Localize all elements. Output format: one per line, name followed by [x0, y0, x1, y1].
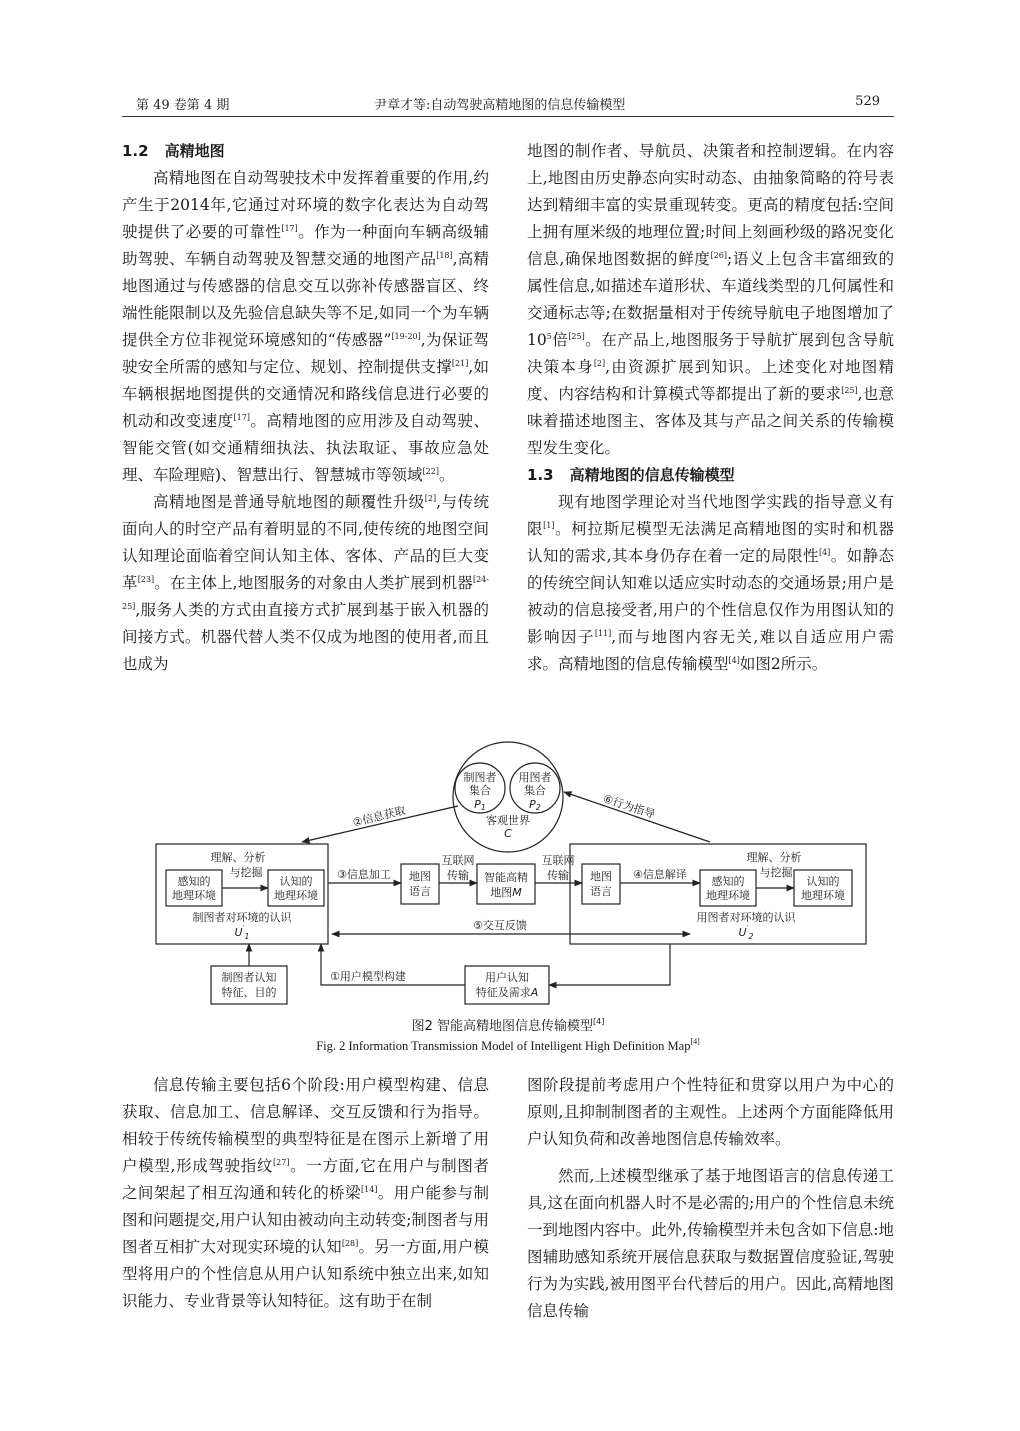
- figure-caption-cn: 图2 智能高精地图信息传输模型[4]: [411, 1017, 605, 1034]
- paragraph: 图阶段提前考虑用户个性特征和贯穿以用户为中心的原则,且抑制制图者的主观性。上述两个方面能降低用户认知负荷和改善地图信息传输效率。: [527, 1076, 894, 1148]
- svg-text:特征及需求A: 特征及需求A: [475, 986, 539, 999]
- svg-text:⑤交互反馈: ⑤交互反馈: [473, 919, 527, 932]
- svg-text:传输: 传输: [547, 869, 569, 882]
- svg-text:④信息解译: ④信息解译: [633, 868, 687, 881]
- svg-text:制图者认知: 制图者认知: [221, 971, 277, 984]
- section-heading-1-2: 1.2 高精地图: [122, 142, 225, 160]
- journal-issue: 第 49 卷第 4 期: [136, 98, 230, 113]
- column-right-top: [527, 138, 894, 678]
- svg-text:用图者: 用图者: [518, 771, 552, 784]
- column-right-bottom: [527, 1072, 894, 1325]
- svg-text:智能高精: 智能高精: [484, 871, 528, 884]
- svg-text:地图: 地图: [590, 870, 612, 883]
- svg-text:地图: 地图: [409, 870, 431, 883]
- figure-2-diagram: [150, 738, 870, 1010]
- figure-caption-en: Fig. 2 Information Transmission Model of Intelligent High Definition Map[4]: [316, 1037, 700, 1053]
- svg-text:用户认知: 用户认知: [485, 971, 529, 984]
- svg-text:地理环境: 地理环境: [801, 889, 845, 902]
- svg-text:①用户模型构建: ①用户模型构建: [330, 970, 406, 983]
- svg-text:与挖掘: 与挖掘: [759, 866, 793, 879]
- svg-text:语言: 语言: [409, 885, 431, 898]
- running-header: [122, 92, 894, 117]
- paragraph: 现有地图学理论对当代地图学实践的指导意义有限[1]。柯拉斯尼模型无法满足高精地图的实时和机器认知的需求,其本身仍存在着一定的局限性[4]。如静态的传统空间认知难以适应实时动态的交通场景;用户是被动的信息接受者,用户的个性信息仅作为用图认知的影响因子[11],而与地图内容无关,难以自适应用户需求。高精地图的信息传输模型[4]如图2所示。: [527, 493, 894, 673]
- svg-text:制图者: 制图者: [463, 771, 497, 784]
- svg-text:客观世界: 客观世界: [486, 814, 530, 827]
- svg-text:集合: 集合: [469, 784, 491, 797]
- svg-text:感知的: 感知的: [711, 875, 745, 888]
- section-heading-1-3: 1.3 高精地图的信息传输模型: [527, 466, 735, 484]
- svg-text:理解、分析: 理解、分析: [746, 851, 802, 864]
- svg-text:③信息加工: ③信息加工: [337, 868, 391, 881]
- svg-text:P2: P2: [529, 798, 541, 812]
- svg-text:地图M: 地图M: [490, 886, 522, 899]
- column-left-bottom: [122, 1072, 489, 1315]
- svg-text:感知的: 感知的: [177, 875, 211, 888]
- svg-text:用图者对环境的认识: 用图者对环境的认识: [696, 911, 796, 924]
- svg-text:理解、分析: 理解、分析: [210, 851, 266, 864]
- svg-text:传输: 传输: [447, 869, 469, 882]
- svg-text:地理环境: 地理环境: [172, 889, 216, 902]
- svg-text:U′2: $U'_2$: [738, 924, 754, 941]
- svg-text:②信息获取: ②信息获取: [351, 803, 407, 830]
- svg-text:⑥行为指导: ⑥行为指导: [601, 792, 657, 822]
- svg-text:C: C: [504, 827, 512, 840]
- svg-text:特征、目的: 特征、目的: [221, 986, 277, 999]
- running-title: 尹章才等:自动驾驶高精地图的信息传输模型: [374, 98, 626, 113]
- svg-text:U′1: $U'_1$: [234, 924, 250, 941]
- svg-text:P1: P1: [474, 798, 486, 812]
- paragraph: 信息传输主要包括6个阶段:用户模型构建、信息获取、信息加工、信息解译、交互反馈和行为指导。相较于传统传输模型的典型特征是在图示上新增了用户模型,形成驾驶指纹[27]。一方面,它在用户与制图者之间架起了相互沟通和转化的桥梁[14]。用户能参与制图和问题提交,用户认知由被动向主动转变;制图者与用图者互相扩大对现实环境的认知[28]。另一方面,用户模型将用户的个性信息从用户认知系统中独立出来,如知识能力、专业背景等认知特征。这有助于在制: [122, 1076, 489, 1310]
- svg-text:与挖掘: 与挖掘: [229, 866, 263, 879]
- svg-text:互联网: 互联网: [541, 854, 575, 867]
- paragraph: 地图的制作者、导航员、决策者和控制逻辑。在内容上,地图由历史静态向实时动态、由抽象简略的符号表达到精细丰富的实景重现转变。更高的精度包括:空间上拥有厘米级的地理位置;时间上刻画秒级的路况变化信息,确保地图数据的鲜度[26];语义上包含丰富细致的属性信息,如描述车道形状、车道线类型的几何属性和交通标志等;在数据量相对于传统导航电子地图增加了$10^5$倍[25]。在产品上,地图服务于导航扩展到包含导航决策本身[2],由资源扩展到知识。上述变化对地图精度、内容结构和计算模式等都提出了新的要求[25],也意味着描述地图主、客体及其与产品之间关系的传输模型发生变化。: [527, 142, 894, 457]
- page-number: 529: [855, 94, 880, 109]
- svg-text:互联网: 互联网: [441, 854, 475, 867]
- svg-text:语言: 语言: [590, 885, 612, 898]
- paragraph: 高精地图是普通导航地图的颠覆性升级[2],与传统面向人的时空产品有着明显的不同,使传统的地图空间认知理论面临着空间认知主体、客体、产品的巨大变革[23]。在主体上,地图服务的对象由人类扩展到机器[24-25],服务人类的方式由直接方式扩展到基于嵌入机器的间接方式。机器代替人类不仅成为地图的使用者,而且也成为: [122, 493, 489, 673]
- svg-text:地理环境: 地理环境: [706, 889, 750, 902]
- svg-text:地理环境: 地理环境: [274, 889, 318, 902]
- column-left-top: [122, 138, 489, 678]
- paragraph: 高精地图在自动驾驶技术中发挥着重要的作用,约产生于2014年,它通过对环境的数字化表达为自动驾驶提供了必要的可靠性[17]。作为一种面向车辆高级辅助驾驶、车辆自动驾驶及智慧交通的地图产品[18],高精地图通过与传感器的信息交互以弥补传感器盲区、终端性能限制以及先验信息缺失等不足,如同一个为车辆提供全方位非视觉环境感知的“传感器”[19-20],为保证驾驶安全所需的感知与定位、规划、控制提供支撑[21],如车辆根据地图提供的交通情况和路线信息进行必要的机动和改变速度[17]。高精地图的应用涉及自动驾驶、智能交管(如交通精细执法、执法取证、事故应急处理、车险理赔)、智慧出行、智慧城市等领域[22]。: [122, 169, 489, 484]
- svg-text:集合: 集合: [524, 784, 546, 797]
- svg-text:认知的: 认知的: [806, 875, 840, 888]
- paragraph: 然而,上述模型继承了基于地图语言的信息传递工具,这在面向机器人时不是必需的;用户的个性信息未统一到地图内容中。此外,传输模型并未包含如下信息:地图辅助感知系统开展信息获取与数据置信度验证,驾驶行为为实践,被用图平台代替后的用户。因此,高精地图信息传输: [527, 1167, 894, 1320]
- svg-text:认知的: 认知的: [279, 875, 313, 888]
- svg-text:制图者对环境的认识: 制图者对环境的认识: [192, 911, 292, 924]
